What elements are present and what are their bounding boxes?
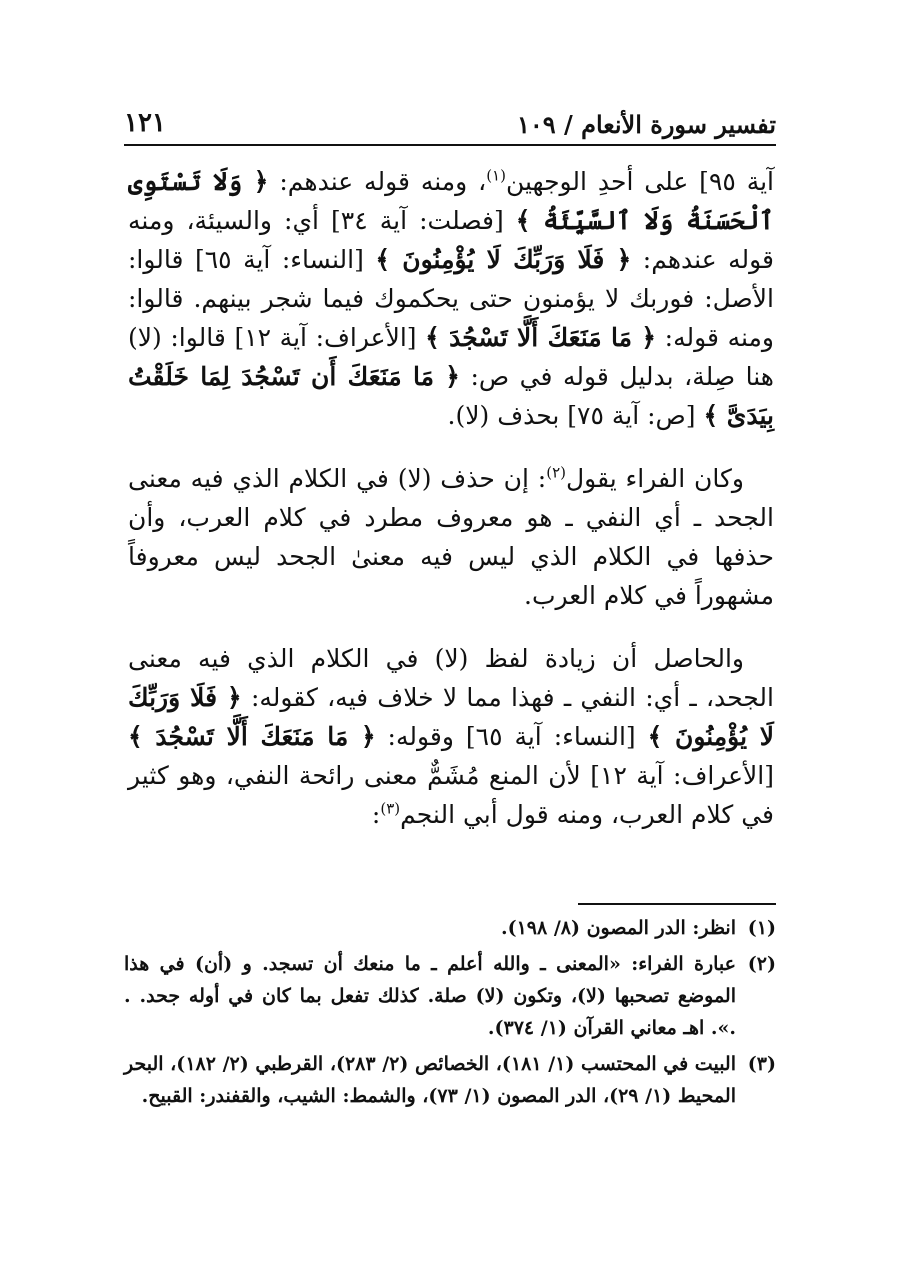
paragraph-1	[128, 162, 774, 435]
text-run: والحاصل أن زيادة لفظ (لا) في الكلام الذي فيه معنى الجحد، ـ أي: النفي ـ فهذا مما لا خلاف فيه، كقوله:	[128, 644, 774, 712]
footnote-ref-2[interactable]: (٢)	[546, 463, 566, 482]
text-run: :	[371, 800, 381, 829]
text-run: [ص: آية ٧٥] بحذف (لا).	[447, 401, 704, 430]
quran-verse: ﴿ فَلَا وَرَبِّكَ لَا يُؤْمِنُونَ ﴾	[128, 683, 775, 751]
footnote-2	[124, 948, 776, 1044]
page-number: ١٢١	[124, 108, 166, 138]
footnote-1	[124, 912, 776, 944]
main-text	[128, 162, 774, 858]
quran-verse: ﴿ مَا مَنَعَكَ أَلَّا تَسْجُدَ ﴾	[128, 722, 376, 751]
footnotes	[124, 912, 776, 1116]
text-run: ، ومنه قوله عندهم:	[268, 167, 487, 196]
quran-verse: ﴿ فَلَا وَرَبِّكَ لَا يُؤْمِنُونَ ﴾	[375, 245, 632, 274]
text-run: : إن حذف (لا) في الكلام الذي فيه معنى الجحد ـ أي النفي ـ هو معروف مطرد في كلام العرب، وأن حذفها في الكلام الذي ليس فيه معنىٰ الجحد ليس معروفاً مشهوراً في كلام العرب.	[128, 464, 774, 610]
text-run: [النساء: آية ٦٥] وقوله:	[375, 722, 648, 751]
text-run: [الأعراف: آية ١٢] قالوا: (لا) هنا صِلة، بدليل قوله في ص:	[128, 323, 774, 391]
paragraph-2	[128, 459, 774, 615]
quran-verse: ﴿ مَا مَنَعَكَ أَلَّا تَسْجُدَ ﴾	[425, 323, 657, 352]
quran-verse: ﴿ وَلَا تَسْتَوِى ٱلْحَسَنَةُ وَلَا ٱلسَّيِّئَةُ ﴾	[128, 167, 774, 235]
footnote-number: (١)	[747, 917, 776, 939]
footnote-text: عبارة الفراء: «المعنى ـ والله أعلم ـ ما منعك أن تسجد. و (أن) في هذا الموضع تصحبها (لا)، وتكون (لا) صلة. كذلك تفعل بما كان في أوله جحد. . .». اهـ معاني القرآن (١/ ٣٧٤).	[124, 953, 736, 1039]
footnote-separator	[578, 903, 776, 905]
running-title: تفسير سورة الأنعام / ١٠٩	[516, 110, 776, 139]
paragraph-3	[128, 639, 774, 834]
text-run: وكان الفراء يقول	[565, 464, 744, 493]
page-header	[124, 104, 776, 146]
footnote-ref-1[interactable]: (١)	[486, 166, 506, 185]
footnote-text: البيت في المحتسب (١/ ١٨١)، الخصائص (٢/ ٢٨٣)، القرطبي (٢/ ١٨٢)، البحر المحيط (١/ ٢٩)، الدر المصون (١/ ٧٣)، والشمط: الشيب، والقفندر: القبيح.	[124, 1053, 737, 1107]
text-run: [الأعراف: آية ١٢] لأن المنع مُشَمٌّ معنى رائحة النفي، وهو كثير في كلام العرب، ومنه قول أبي النجم	[128, 761, 775, 829]
text-run: [النساء: آية ٦٥] قالوا: الأصل: فوربك لا يؤمنون حتى يحكموك فيما شجر بينهم. قالوا: ومنه قوله:	[128, 245, 774, 352]
footnote-3	[124, 1048, 776, 1112]
text-run: آية ٩٥] على أحدِ الوجهين	[505, 167, 774, 196]
footnote-text: انظر: الدر المصون (٨/ ١٩٨).	[500, 917, 736, 939]
text-run: [فصلت: آية ٣٤] أي: والسيئة، ومنه قوله عندهم:	[128, 206, 775, 274]
footnote-ref-3[interactable]: (٣)	[380, 799, 401, 818]
footnote-number: (٢)	[747, 953, 776, 975]
quran-verse: ﴿ مَا مَنَعَكَ أَن تَسْجُدَ لِمَا خَلَقْتُ بِيَدَىَّ ﴾	[128, 362, 774, 430]
footnote-number: (٣)	[747, 1053, 776, 1075]
